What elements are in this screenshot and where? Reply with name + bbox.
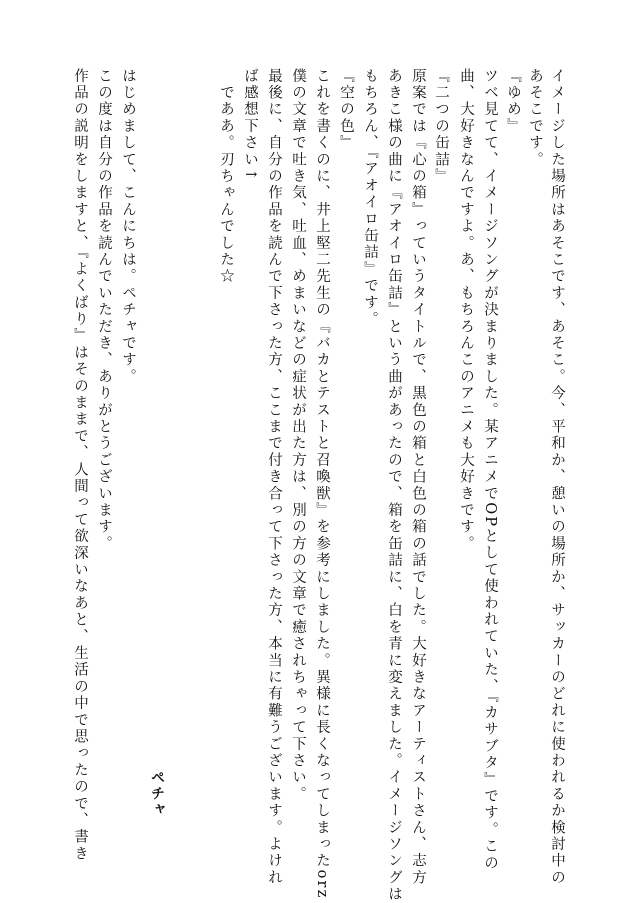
preface-line: 作品の説明をしますと、『よくばり』はそのままで、人間って欲深いなあと、生活の中で思ったので、書き [72, 68, 88, 863]
afterword-line: イメージした場所はあそこです、あそこ。今、平和か、憩いの場所か、サッカーのどれに使われるか検討中の [549, 68, 565, 887]
preface-line: はじめまして、こんにちは。ペチャです。 [120, 68, 136, 386]
afterword-line: でああ。刃ちゃんでした☆ [218, 68, 234, 286]
afterword-line: 『二つの缶詰』 [433, 68, 449, 185]
afterword-line: 曲、大好きなんですよ。あ、もちろんこのアニメも大好きです。 [458, 68, 474, 553]
afterword-line: ば感想下さい↑ [242, 68, 258, 183]
preface-line: この度は自分の作品を読んでいただき、ありがとうございます。 [96, 68, 112, 553]
afterword-line: 原案では『心の箱』っていうタイトルで、黒色の箱と白色の箱の話でした。大好きなアーティストさん、志方 [410, 68, 426, 887]
afterword-line: これを書くのに、井上堅二先生の『バカとテストと召喚獣』を参考にしました。異様に長くなってしまったorz [314, 68, 330, 900]
afterword-line: 『空の色』 [338, 68, 354, 152]
afterword-line: ツベ見てて、イメージソングが決まりました。某アニメでOPとして使われていた、『カサブタ』です。この [482, 68, 498, 872]
afterword-line: 『ゆめ』 [505, 68, 521, 135]
afterword-line: あきこ様の曲に『アオイロ缶詰』という曲があったので、箱を缶詰に、白を青に変えました。イメージソングは [386, 68, 402, 903]
afterword-line: 僕の文章で吐き気、吐血、めまいなどの症状が出た方は、別の方の文章で癒されちゃって下さい。 [290, 68, 306, 803]
afterword-line: 最後に、自分の作品を読んで下さった方、ここまで付き合って下さった方、本当に有難うございます。よけれ [266, 68, 282, 887]
author-signature: ペチャ [149, 770, 165, 818]
afterword-line: もちろん、『アオイロ缶詰』です。 [362, 68, 378, 328]
afterword-line: あそこです。 [527, 68, 543, 169]
